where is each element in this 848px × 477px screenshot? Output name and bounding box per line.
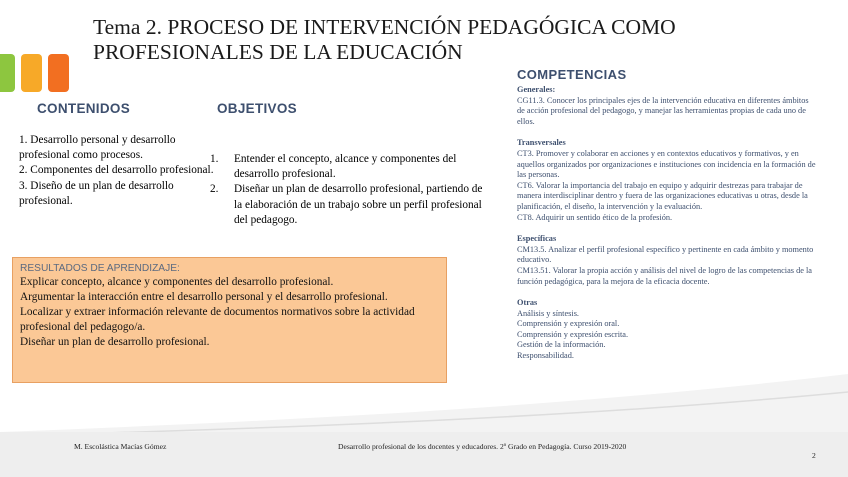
list-item: 1. Desarrollo personal y desarrollo profesional como procesos.	[19, 134, 176, 162]
footer-author: M. Escolástica Macías Gómez	[74, 442, 167, 451]
item-text: Diseñar un plan de desarrollo profesional, partiendo de la elaboración de un trabajo sobre un perfil profesional del pedagogo.	[234, 183, 483, 226]
decorative-swoosh	[0, 370, 848, 440]
list-item: CT6. Valorar la importancia del trabajo en equipo y adquirir destrezas para trabajar de manera interdisciplinar dentro y fuera de las organizaciones educativas u otras, desde la planificación, el diseño, la intervención y la evaluación.	[517, 180, 808, 211]
contenidos-list	[19, 133, 214, 209]
list-item	[210, 182, 485, 228]
list-item: Responsabilidad.	[517, 351, 574, 361]
slide-title: Tema 2. PROCESO DE INTERVENCIÓN PEDAGÓGICA COMO PROFESIONALES DE LA EDUCACIÓN	[93, 15, 676, 64]
transversales-label: Transversales	[517, 138, 566, 148]
resultados-heading: RESULTADOS DE APRENDIZAJE:	[20, 263, 180, 274]
list-item: Localizar y extraer información relevante de documentos normativos sobre la actividad profesional del pedagogo/a.	[20, 306, 415, 333]
list-item: Análisis y síntesis.	[517, 308, 579, 318]
especificas-label: Específicas	[517, 234, 557, 244]
generales-text: CG11.3. Conocer los principales ejes de la intervención educativa en diferentes ámbitos de acción profesional del pedagogo, y manejar las herramientas propias de cada uno de ellos.	[517, 95, 809, 126]
accent-square-yellow	[21, 54, 42, 92]
resultados-box	[12, 257, 447, 383]
contenidos-heading: CONTENIDOS	[37, 101, 131, 116]
accent-square-orange	[48, 54, 69, 92]
list-item	[210, 152, 485, 182]
list-item: Gestión de la información.	[517, 340, 606, 350]
list-item: CM13.5. Analizar el perfil profesional específico y pertinente en cada ámbito y momento educativo.	[517, 244, 814, 265]
otras-label: Otras	[517, 298, 538, 308]
list-item: Diseñar un plan de desarrollo profesional.	[20, 336, 210, 348]
list-item: Comprensión y expresión oral.	[517, 319, 620, 329]
footer-bar	[0, 432, 848, 477]
objetivos-heading: OBJETIVOS	[217, 101, 297, 116]
competencias-body	[517, 85, 817, 362]
generales-label: Generales:	[517, 85, 556, 94]
item-number: 2.	[210, 183, 219, 196]
list-item: CT8. Adquirir un sentido ético de la profesión.	[517, 212, 673, 222]
list-item: 3. Diseño de un plan de desarrollo profesional.	[19, 179, 174, 207]
list-item: CT3. Promover y colaborar en acciones y en contextos educativos y formativos, y en aquellos organizados por organizaciones e instituciones con incidencia en la formación de las personas.	[517, 148, 816, 180]
objetivos-list	[210, 152, 485, 228]
list-item: 2. Componentes del desarrollo profesional.	[19, 164, 214, 177]
list-item: Argumentar la interacción entre el desarrollo personal y el desarrollo profesional.	[20, 291, 388, 303]
list-item: Comprensión y expresión escrita.	[517, 329, 629, 339]
footer-course: Desarrollo profesional de los docentes y educadores. 2º Grado en Pedagogía. Curso 2019-2020	[338, 442, 627, 451]
competencias-heading: COMPETENCIAS	[517, 67, 627, 82]
page-number: 2	[812, 451, 816, 460]
accent-square-green	[0, 54, 15, 92]
item-text: Entender el concepto, alcance y componentes del desarrollo profesional.	[234, 153, 457, 181]
item-number: 1.	[210, 153, 219, 165]
list-item: CM13.51. Valorar la propia acción y análisis del nivel de logro de las competencias de la función pedagógica, para la mejora de la eficacia docente.	[517, 265, 812, 286]
list-item: Explicar concepto, alcance y componentes del desarrollo profesional.	[20, 276, 334, 288]
